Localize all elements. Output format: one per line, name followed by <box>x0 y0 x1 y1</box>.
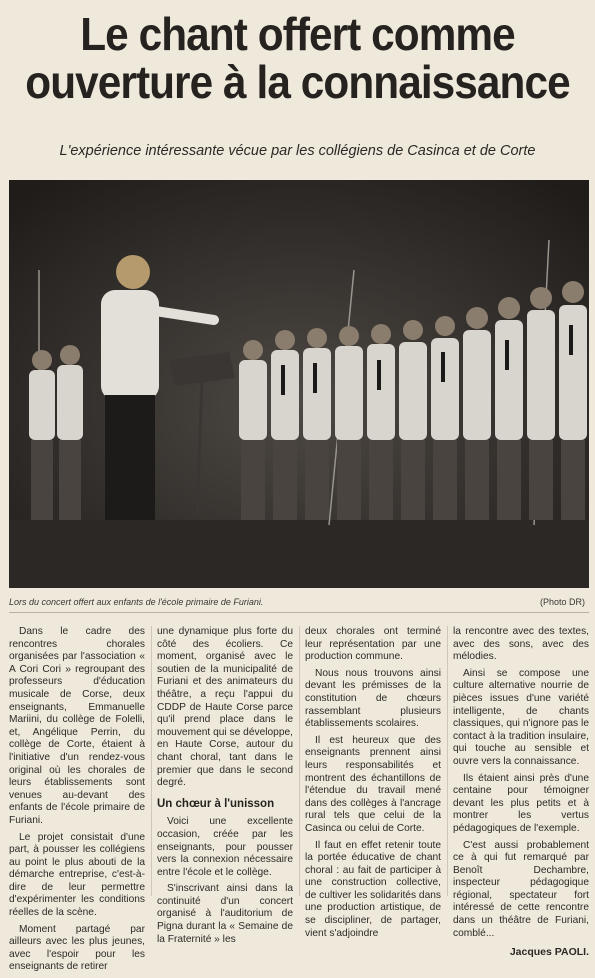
column-divider <box>151 626 152 896</box>
headline-line-2: ouverture à la connaissance <box>25 56 570 108</box>
photo-credit: (Photo DR) <box>539 597 585 607</box>
column-divider <box>299 626 300 896</box>
caption-divider <box>9 612 589 613</box>
column-1 <box>9 626 145 978</box>
paragraph: Ils étaient ainsi près d'une centaine pour témoigner devant les plus petits et à montrer les vertus pédagogiques de l'exemple. <box>453 772 589 834</box>
choir-photo <box>9 180 589 588</box>
paragraph: Ainsi se compose une culture alternative nourrie de pièces issues d'une variété intelligente, de chants classiques, qui n'ignore pas le contact à la tradition insulaire, qui touche au sensible et ouvre vers la connaissance. <box>453 667 589 767</box>
column-3 <box>305 626 441 944</box>
article-deck: L'expérience intéressante vécue par les collégiens de Casinca et de Corte <box>59 143 536 159</box>
photo-caption: Lors du concert offert aux enfants de l'école primaire de Furiani. <box>9 597 264 607</box>
paragraph: Dans le cadre des rencontres chorales organisées par l'association « A Cori Cori » regroupant des professeurs d'éducation musicale de Corse, deux enseignants, Emmanuelle Mariini, du collège de Folelli, et, Angélique Perrin, du collège de Corte, étaient à l'initiative d'un rendez-vous original où les chorales de leurs établissements sont venues au-devant des enfants de l'école primaire de Furiani. <box>9 626 145 826</box>
paragraph: Moment partagé par ailleurs avec les plus jeunes, avec l'espoir pour les enseignants de retirer <box>9 923 145 973</box>
choir-photo-illustration <box>9 180 589 588</box>
paragraph: deux chorales ont terminé leur représentation par une production commune. <box>305 626 441 663</box>
paragraph: Il est heureux que des enseignants prennent ainsi leurs responsabilités et montrent des échantillons de l'étendue du travail mené dans des collèges à l'ancrage rural tels que celui de la Casinca ou celui de Corte. <box>305 734 441 834</box>
subheading: Un chœur à l'unisson <box>157 797 275 810</box>
column-4 <box>453 626 589 959</box>
paragraph: Le projet consistait d'une part, à pousser les collégiens au point le plus abouti de la démarche entreprise, c'est-à-dire de leur permettre d'expérimenter les conditions réelles de la scène. <box>9 831 145 919</box>
paragraph: une dynamique plus forte du côté des écoliers. Ce moment, organisé avec le soutien de la municipalité de Furiani et des animateurs du théâtre, a reçu l'appui du CDDP de Haute Corse parce qu'il prend place dans le mouvement qui se développe, en Haute Corse, autour du chant choral, tant dans le premier que dans le second degré. <box>157 626 293 789</box>
column-divider <box>447 626 448 896</box>
paragraph: Nous nous trouvons ainsi devant les prémisses de la constitution de chœurs rassemblant plusieurs établissements scolaires. <box>305 667 441 730</box>
author-byline: Jacques PAOLI. <box>509 946 589 959</box>
paragraph: Il faut en effet retenir toute la portée éducative de chant choral : au fait de participer à une construction collective, de cultiver les solidarités dans une production artistique, de se discipliner, de partager, vient s'adjoindre <box>305 839 441 939</box>
paragraph: C'est aussi probablement ce à qui fut remarqué par Benoît Dechambre, inspecteur pédagogique régional, spectateur fort intéressé de cette rencontre dans un théâtre de Furiani, comblé... <box>453 839 589 939</box>
headline <box>24 10 571 106</box>
article-body <box>9 626 589 973</box>
paragraph: S'inscrivant ainsi dans la continuité d'un concert organisé à l'auditorium de Pigna durant la « Semaine de la Fraternité » les <box>157 883 293 945</box>
paragraph: la rencontre avec des textes, avec des sons, avec des mélodies. <box>453 626 589 663</box>
paragraph: Voici une excellente occasion, créée par les enseignants, pour pousser vers la connexion nécessaire entre l'école et le collège. <box>157 816 293 878</box>
headline-line-1: Le chant offert comme <box>80 8 515 60</box>
